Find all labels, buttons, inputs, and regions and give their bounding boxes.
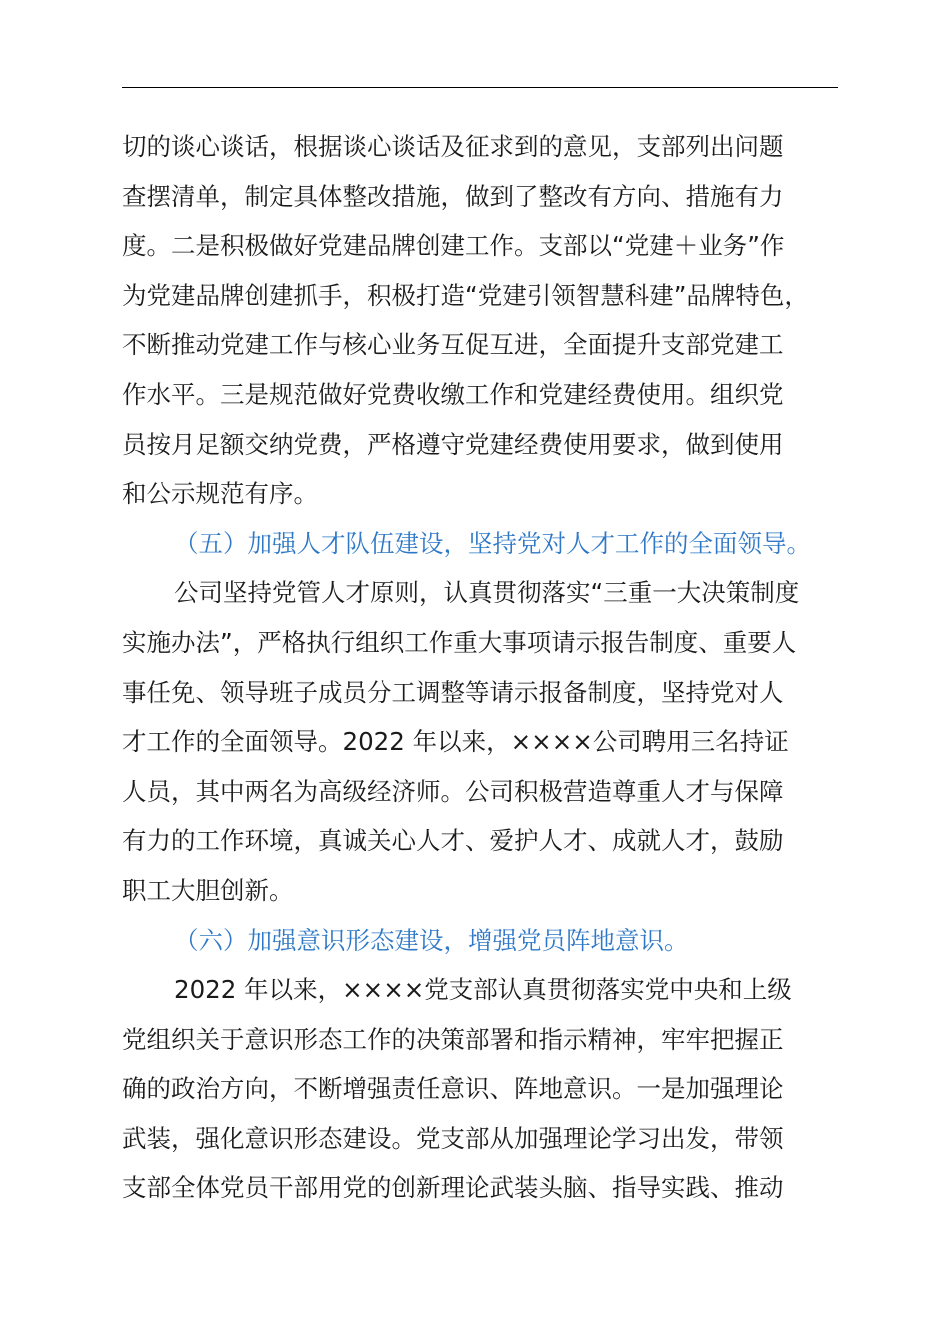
text-line: 支部全体党员干部用党的创新理论武装头脑、指导实践、推动 [122,1173,784,1203]
text-line: 查摆清单，制定具体整改措施，做到了整改有方向、措施有力 [122,181,784,211]
text-line: 和公示规范有序。 [122,479,318,509]
text-line: 党组织关于意识形态工作的决策部署和指示精神，牢牢把握正 [122,1024,784,1054]
text-line: 为党建品牌创建抓手，积极打造“党建引领智慧科建”品牌特色， [122,280,809,310]
body-text [122,122,838,1213]
text-line: 员按月足额交纳党费，严格遵守党建经费使用要求，做到使用 [122,429,784,459]
section-heading-6: （六）加强意识形态建设，增强党员阵地意识。 [174,925,689,955]
text-line: 事任免、领导班子成员分工调整等请示报备制度，坚持党对人 [122,677,784,707]
text-line: 有力的工作环境，真诚关心人才、爱护人才、成就人才，鼓励 [122,826,784,856]
text-line: 人员，其中两名为高级经济师。公司积极营造尊重人才与保障 [122,776,784,806]
text-line: 作水平。三是规范做好党费收缴工作和党建经费使用。组织党 [122,379,784,409]
text-line: 度。二是积极做好党建品牌创建工作。支部以“党建＋业务”作 [122,231,785,261]
header-rule [122,87,838,88]
paragraph-start-line: 公司坚持党管人才原则，认真贯彻落实“三重一大决策制度 [174,578,800,608]
text-line: 切的谈心谈话，根据谈心谈话及征求到的意见，支部列出问题 [122,132,784,161]
text-line: 确的政治方向，不断增强责任意识、阵地意识。一是加强理论 [122,1074,784,1104]
text-line: 不断推动党建工作与核心业务互促互进，全面提升支部党建工 [122,330,784,360]
section-heading-5: （五）加强人才队伍建设，坚持党对人才工作的全面领导。 [174,528,811,558]
text-line: 职工大胆创新。 [122,875,294,905]
text-line: 实施办法”，严格执行组织工作重大事项请示报告制度、重要人 [122,627,797,657]
text-line: 才工作的全面领导。2022 年以来，××××公司聘用三名持证 [122,727,789,757]
paragraph-start-line: 2022 年以来，××××党支部认真贯彻落实党中央和上级 [174,975,792,1005]
text-line: 武装，强化意识形态建设。党支部从加强理论学习出发，带领 [122,1123,784,1153]
